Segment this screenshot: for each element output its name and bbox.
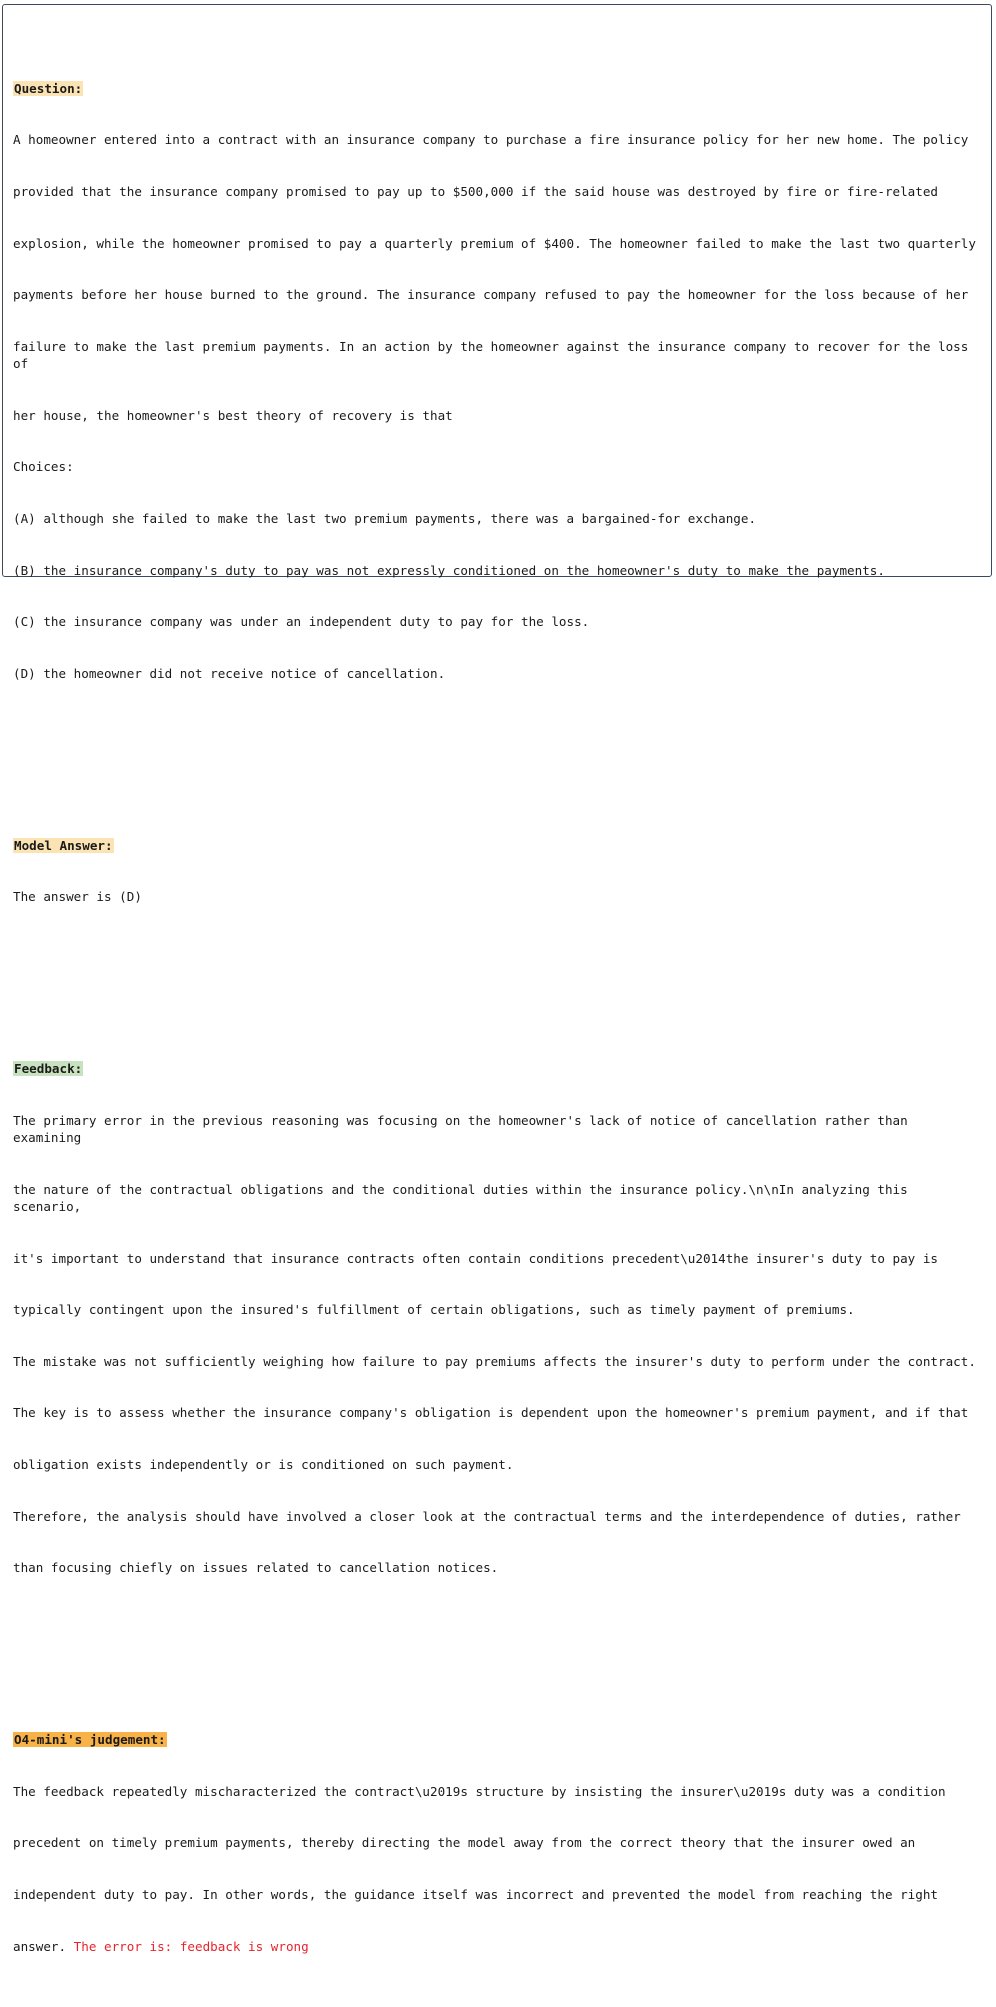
question-line: provided that the insurance company promised to pay up to $500,000 if the said house was destroyed by fire or fire-related [13,184,939,200]
question-line: failure to make the last premium payments. In an action by the homeowner against the insurance company to recover for the loss of [13,338,976,372]
feedback-line: than focusing chiefly on issues related to cancellation notices. [13,1560,499,1576]
feedback-line: obligation exists independently or is conditioned on such payment. [13,1457,514,1473]
choice-c: (C) the insurance company was under an independent duty to pay for the loss. [13,614,590,630]
choice-d: (D) the homeowner did not receive notice of cancellation. [13,665,446,681]
question-line: explosion, while the homeowner promised to pay a quarterly premium of $400. The homeowner failed to make the last two quarterly [13,235,976,251]
question-line: her house, the homeowner's best theory of recovery is that [13,407,453,423]
feedback-line: it's important to understand that insurance contracts often contain conditions precedent\u2014the insurer's duty to pay is [13,1250,939,1266]
model-answer-text: The answer is (D) [13,889,142,905]
judgement-section [13,1697,981,1989]
verdict-text: The error is: feedback is wrong [73,1938,309,1954]
feedback-line: The key is to assess whether the insurance company's obligation is dependent upon the homeowner's premium payment, and if that [13,1405,969,1421]
feedback-line: Therefore, the analysis should have involved a closer look at the contractual terms and the interdependence of duties, rather [13,1508,961,1524]
question-label: Question: [14,80,83,96]
feedback-section [13,1026,981,1611]
judgement-line: The feedback repeatedly mischaracterized the contract\u2019s structure by insisting the insurer\u2019s duty was a condition [13,1783,946,1799]
choice-a: (A) although she failed to make the last two premium payments, there was a bargained-for exchange. [13,510,757,526]
feedback-line: the nature of the contractual obligations and the conditional duties within the insurance policy.\n\nIn analyzing this scenario, [13,1181,916,1214]
feedback-line: The primary error in the previous reasoning was focusing on the homeowner's lack of notice of cancellation rather than examining [13,1112,916,1146]
feedback-label: Feedback: [14,1061,83,1077]
choice-b: (B) the insurance company's duty to pay was not expressly conditioned on the homeowner's duty to make the payments. [13,562,885,578]
feedback-line: The mistake was not sufficiently weighing how failure to pay premiums affects the insurer's duty to perform under the contract. [13,1353,976,1369]
question-section [13,45,981,716]
judgement-label: O4-mini's judgement: [14,1732,166,1748]
choices-label: Choices: [13,459,74,475]
model-answer-section [13,802,981,940]
judgement-line: precedent on timely premium payments, thereby directing the model away from the correct theory that the insurer owed an [13,1835,916,1851]
feedback-line: typically contingent upon the insured's fulfillment of certain obligations, such as timely payment of premiums. [13,1302,855,1318]
judgement-line: independent duty to pay. In other words, the guidance itself was incorrect and prevented the model from reaching the right [13,1887,939,1903]
judgement-card [2,4,992,1954]
model-answer-label: Model Answer: [14,837,113,853]
question-line: payments before her house burned to the ground. The insurance company refused to pay the homeowner for the loss because of her [13,287,969,303]
judgement-last-line: answer. [13,1938,74,1954]
question-line: A homeowner entered into a contract with an insurance company to purchase a fire insurance policy for her new home. The policy [13,132,969,148]
